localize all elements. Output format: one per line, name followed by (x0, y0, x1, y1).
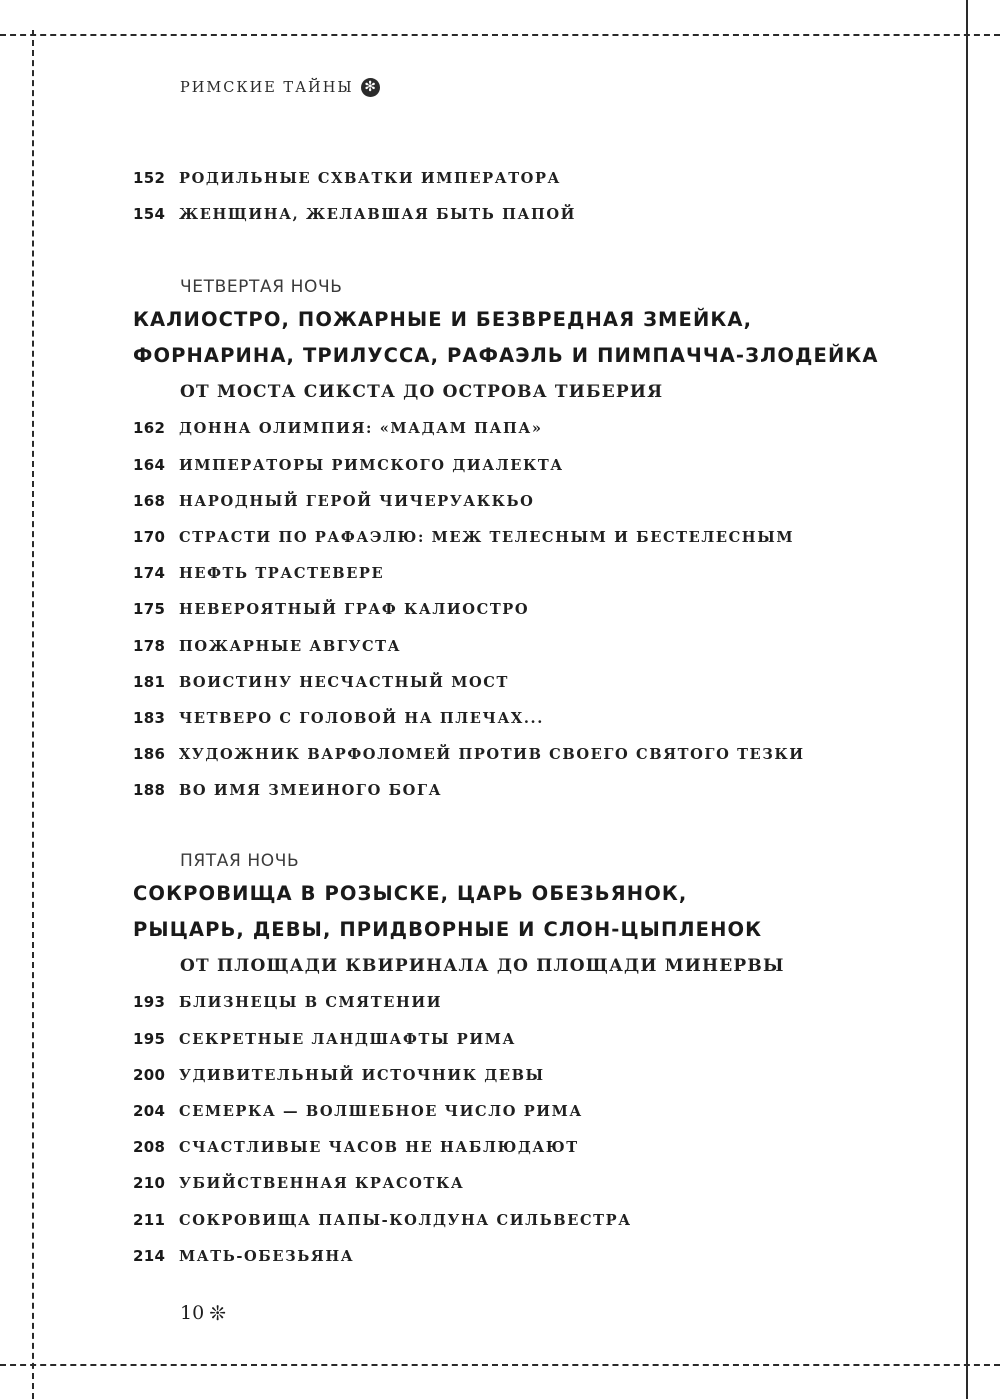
toc-entry[interactable] (133, 410, 953, 446)
toc-entry[interactable] (133, 483, 953, 519)
toc-entry[interactable] (133, 1202, 953, 1238)
toc-entry[interactable] (133, 1238, 953, 1274)
night-4-label: ЧЕТВЕРТАЯ НОЧЬ (180, 277, 343, 298)
toc-page-number: 178 (133, 636, 166, 655)
toc-page-number: 175 (133, 600, 166, 619)
night-4-title-line-2: ФОРНАРИНА, ТРИЛУССА, РАФАЭЛЬ И ПИМПАЧЧА-ЗЛОДЕЙКА (133, 344, 879, 368)
toc-page-number: 208 (133, 1138, 166, 1157)
toc-entry[interactable] (133, 196, 953, 232)
toc-page-number: 211 (133, 1210, 166, 1229)
toc-title: ЧЕТВЕРО С ГОЛОВОЙ НА ПЛЕЧАХ... (179, 709, 544, 727)
ornament-icon: ❊ (209, 1301, 226, 1325)
night-4-title-line-1: КАЛИОСТРО, ПОЖАРНЫЕ И БЕЗВРЕДНАЯ ЗМЕЙКА, (133, 308, 753, 332)
toc-page-number: 195 (133, 1029, 166, 1048)
toc-entry[interactable] (133, 1093, 953, 1129)
toc-entry[interactable] (133, 772, 953, 808)
toc-entry[interactable] (133, 664, 953, 700)
toc-title: СЕМЕРКА — ВОЛШЕБНОЕ ЧИСЛО РИМА (179, 1103, 583, 1120)
toc-title: БЛИЗНЕЦЫ В СМЯТЕНИИ (179, 994, 443, 1012)
toc-title: СЧАСТЛИВЫЕ ЧАСОВ НЕ НАБЛЮДАЮТ (179, 1139, 579, 1157)
toc-page-number: 204 (133, 1102, 166, 1120)
toc-page-number: 193 (133, 993, 166, 1012)
toc-entry[interactable] (133, 628, 953, 664)
toc-page-number: 210 (133, 1174, 166, 1193)
toc-entry[interactable] (133, 447, 953, 483)
crop-mark-top (0, 34, 1000, 36)
toc-title: УДИВИТЕЛЬНЫЙ ИСТОЧНИК ДЕВЫ (179, 1066, 545, 1084)
toc-title: НЕФТЬ ТРАСТЕВЕРЕ (179, 565, 385, 583)
folio-page-number: 10 (180, 1302, 205, 1324)
night-5-title-line-2: РЫЦАРЬ, ДЕВЫ, ПРИДВОРНЫЕ И СЛОН-ЦЫПЛЕНОК (133, 918, 763, 942)
crop-mark-bottom (0, 1364, 1000, 1366)
night-5-label: ПЯТАЯ НОЧЬ (180, 851, 300, 872)
toc-title: НАРОДНЫЙ ГЕРОЙ ЧИЧЕРУАККЬО (179, 492, 535, 510)
toc-title: ПОЖАРНЫЕ АВГУСТА (179, 637, 402, 655)
toc-page-number: 152 (133, 169, 166, 187)
toc-title: СТРАСТИ ПО РАФАЭЛЮ: МЕЖ ТЕЛЕСНЫМ И БЕСТЕЛЕСНЫМ (179, 528, 795, 546)
ornament-icon: ✻ (361, 78, 380, 97)
toc-title: ВОИСТИНУ НЕСЧАСТНЫЙ МОСТ (179, 673, 509, 691)
toc-entry[interactable] (133, 700, 953, 736)
toc-entry[interactable] (133, 1021, 953, 1057)
toc-title: СЕКРЕТНЫЕ ЛАНДШАФТЫ РИМА (179, 1030, 516, 1048)
toc-page-number: 214 (133, 1246, 166, 1265)
night-4-route: ОТ МОСТА СИКСТА ДО ОСТРОВА ТИБЕРИЯ (180, 382, 664, 403)
toc-title: ИМПЕРАТОРЫ РИМСКОГО ДИАЛЕКТА (179, 456, 564, 474)
toc-page-number: 164 (133, 455, 166, 474)
toc-page-number: 154 (133, 205, 166, 224)
toc-page-number: 181 (133, 672, 166, 691)
folio (180, 1301, 226, 1325)
toc-page-number: 186 (133, 745, 166, 764)
toc-title: ДОННА ОЛИМПИЯ: «МАДАМ ПАПА» (179, 420, 543, 438)
toc-title: СОКРОВИЩА ПАПЫ-КОЛДУНА СИЛЬВЕСТРА (179, 1211, 632, 1229)
toc-entry[interactable] (133, 519, 953, 555)
toc-page-number: 188 (133, 781, 166, 800)
toc-title: ХУДОЖНИК ВАРФОЛОМЕЙ ПРОТИВ СВОЕГО СВЯТОГО ТЕЗКИ (179, 746, 805, 764)
toc-page-number: 162 (133, 419, 166, 438)
toc-entry[interactable] (133, 1129, 953, 1165)
toc-title: МАТЬ-ОБЕЗЬЯНА (179, 1247, 355, 1265)
running-head (180, 78, 380, 97)
toc-title: ВО ИМЯ ЗМЕИНОГО БОГА (179, 782, 443, 800)
night-5-title-line-1: СОКРОВИЩА В РОЗЫСКЕ, ЦАРЬ ОБЕЗЬЯНОК, (133, 882, 688, 906)
toc-title: ЖЕНЩИНА, ЖЕЛАВШАЯ БЫТЬ ПАПОЙ (179, 206, 577, 224)
trim-line-right (966, 0, 968, 1399)
toc-page-number: 168 (133, 491, 166, 510)
toc-entry[interactable] (133, 984, 953, 1020)
toc-page-number: 183 (133, 708, 166, 727)
toc-entry[interactable] (133, 591, 953, 627)
toc-entry[interactable] (133, 1057, 953, 1093)
toc-entry[interactable] (133, 736, 953, 772)
toc-page-number: 170 (133, 527, 166, 546)
toc-page-number: 174 (133, 564, 166, 583)
toc-title: НЕВЕРОЯТНЫЙ ГРАФ КАЛИОСТРО (179, 601, 530, 619)
table-of-contents (133, 160, 953, 1274)
toc-title: РОДИЛЬНЫЕ СХВАТКИ ИМПЕРАТОРА (179, 170, 562, 187)
crop-mark-left (32, 30, 34, 1399)
toc-page-number: 200 (133, 1065, 166, 1084)
toc-entry[interactable] (133, 555, 953, 591)
toc-title: УБИЙСТВЕННАЯ КРАСОТКА (179, 1175, 465, 1193)
toc-entry[interactable] (133, 160, 953, 196)
night-5-route: ОТ ПЛОЩАДИ КВИРИНАЛА ДО ПЛОЩАДИ МИНЕРВЫ (180, 956, 785, 977)
running-head-title: РИМСКИЕ ТАЙНЫ (180, 79, 354, 96)
toc-entry[interactable] (133, 1165, 953, 1201)
